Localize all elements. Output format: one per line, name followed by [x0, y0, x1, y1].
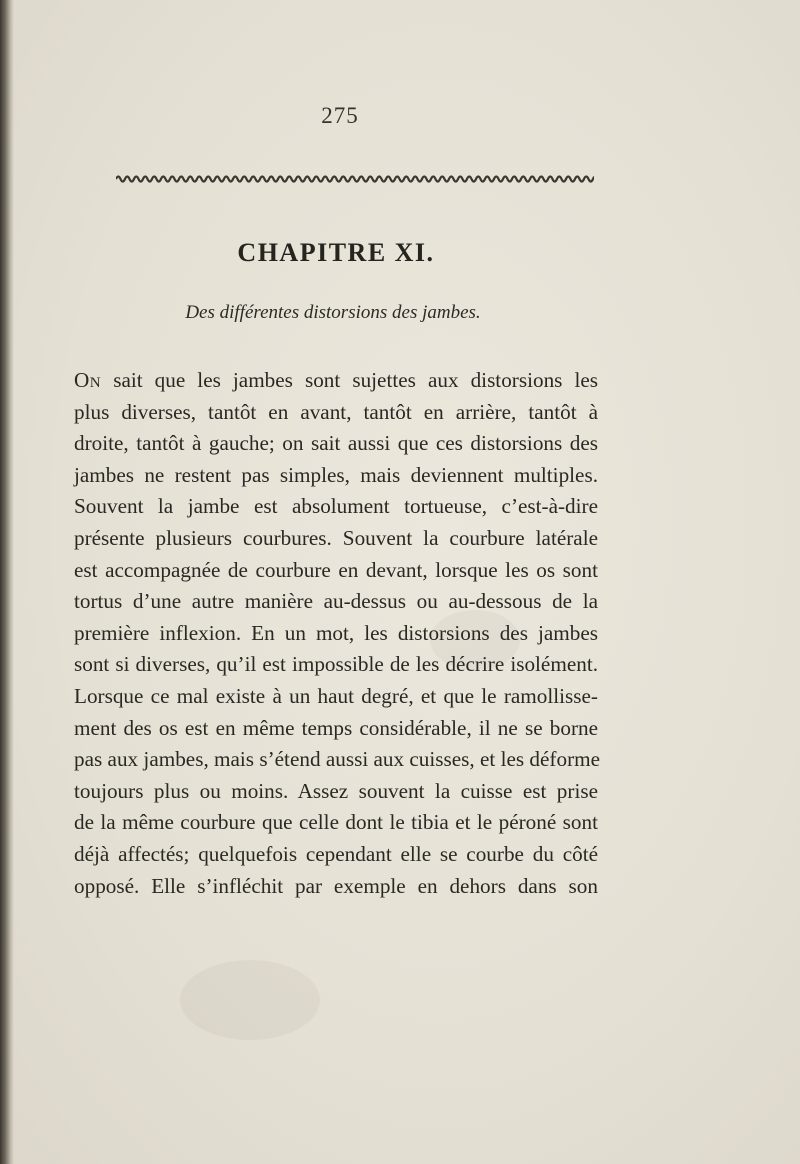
chapter-subtitle: Des différentes distorsions des jambes.	[185, 302, 481, 323]
book-spine-shadow	[0, 0, 14, 1164]
body-paragraph	[74, 365, 601, 902]
body-line: opposé. Elle s’infléchit par exemple en dehors dans son	[74, 873, 598, 898]
body-line: Lorsque ce mal existe à un haut degré, et que le ramollisse-	[74, 683, 598, 708]
body-line: plus diverses, tantôt en avant, tantôt en arrière, tantôt à	[74, 399, 598, 424]
body-line: tortus d’une autre manière au-dessus ou au-dessous de la	[74, 589, 598, 614]
body-line: ment des os est en même temps considérable, il ne se borne	[74, 715, 598, 740]
body-line: pas aux jambes, mais s’étend aussi aux cuisses, et les déforme	[74, 747, 601, 772]
body-line: droite, tantôt à gauche; on sait aussi que ces distorsions des	[74, 431, 598, 456]
body-line: sont si diverses, qu’il est impossible de les décrire isolément.	[74, 652, 598, 677]
body-line: déjà affectés; quelquefois cependant elle se courbe du côté	[74, 841, 598, 866]
page-number: 275	[321, 103, 359, 128]
paper-stain	[180, 960, 320, 1040]
body-line: première inflexion. En un mot, les distorsions des jambes	[74, 620, 598, 645]
body-line: présente plusieurs courbures. Souvent la courbure latérale	[74, 525, 598, 550]
ornamental-rule	[116, 173, 594, 185]
body-line	[74, 365, 598, 397]
chapter-title: CHAPITRE XI.	[237, 238, 435, 267]
body-line: de la même courbure que celle dont le tibia et le péroné sont	[74, 810, 598, 835]
body-line: est accompagnée de courbure en devant, lorsque les os sont	[74, 557, 598, 582]
drop-word: On	[74, 368, 102, 392]
body-line: Souvent la jambe est absolument tortueuse, c’est-à-dire	[74, 494, 598, 519]
body-line: toujours plus ou moins. Assez souvent la cuisse est prise	[74, 778, 598, 803]
body-line: jambes ne restent pas simples, mais deviennent multiples.	[74, 462, 598, 487]
body-line-text: sait que les jambes sont sujettes aux distorsions les	[101, 368, 598, 392]
